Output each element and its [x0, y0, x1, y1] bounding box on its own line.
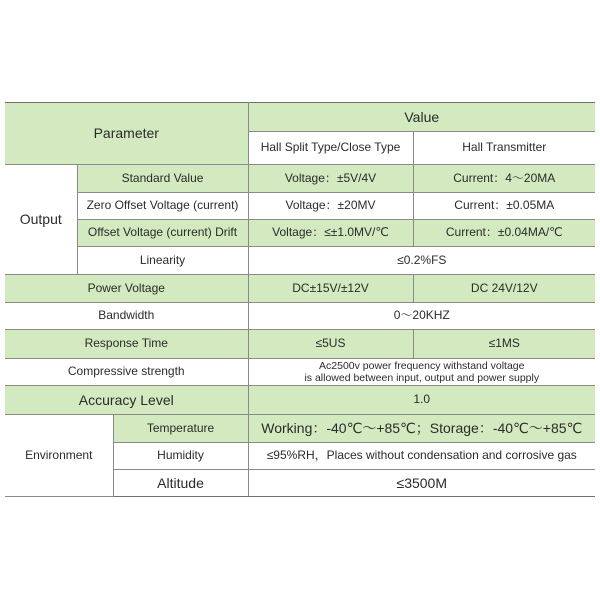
compressive-line-1: Ac2500v power frequency withstand voltage [319, 359, 525, 372]
accuracy-label: Accuracy Level [5, 386, 248, 415]
response-time-transmitter: ≤1MS [413, 330, 595, 359]
bandwidth-label: Bandwidth [5, 303, 248, 330]
linearity-value: ≤0.2%FS [248, 247, 595, 275]
power-voltage-transmitter: DC 24V/12V [413, 275, 595, 303]
bandwidth-value: 0～20KHZ [248, 303, 595, 330]
offset-drift-label: Offset Voltage (current) Drift [77, 220, 248, 247]
spec-table [5, 102, 595, 497]
environment-label: Environment [5, 415, 113, 497]
temperature-label: Temperature [113, 415, 248, 443]
zero-offset-label: Zero Offset Voltage (current) [77, 193, 248, 220]
standard-value-split: Voltage：±5V/4V [248, 165, 413, 193]
compressive-label: Compressive strength [5, 359, 248, 386]
parameter-header: Parameter [5, 103, 248, 165]
power-voltage-split: DC±15V/±12V [248, 275, 413, 303]
compressive-line-2: is allowed between input, output and power supply [304, 372, 540, 384]
output-label: Output [5, 165, 77, 275]
offset-drift-split: Voltage：≤±1.0MV/℃ [248, 220, 413, 247]
zero-offset-split: Voltage：±20MV [248, 193, 413, 220]
col-hall-split: Hall Split Type/Close Type [248, 132, 413, 165]
col-hall-transmitter: Hall Transmitter [413, 132, 595, 165]
humidity-value: ≤95%RH，Places without condensation and corrosive gas [248, 443, 595, 470]
value-header: Value [248, 103, 595, 132]
linearity-label: Linearity [77, 247, 248, 275]
altitude-label: Altitude [113, 470, 248, 497]
response-time-split: ≤5US [248, 330, 413, 359]
power-voltage-label: Power Voltage [5, 275, 248, 303]
standard-value-label: Standard Value [77, 165, 248, 193]
compressive-value [248, 359, 595, 386]
zero-offset-transmitter: Current：±0.05MA [413, 193, 595, 220]
humidity-label: Humidity [113, 443, 248, 470]
standard-value-transmitter: Current：4～20MA [413, 165, 595, 193]
offset-drift-transmitter: Current：±0.04MA/℃ [413, 220, 595, 247]
response-time-label: Response Time [5, 330, 248, 359]
altitude-value: ≤3500M [248, 470, 595, 497]
temperature-value: Working：-40℃～+85℃；Storage：-40℃～+85℃ [248, 415, 595, 443]
accuracy-value: 1.0 [248, 386, 595, 415]
